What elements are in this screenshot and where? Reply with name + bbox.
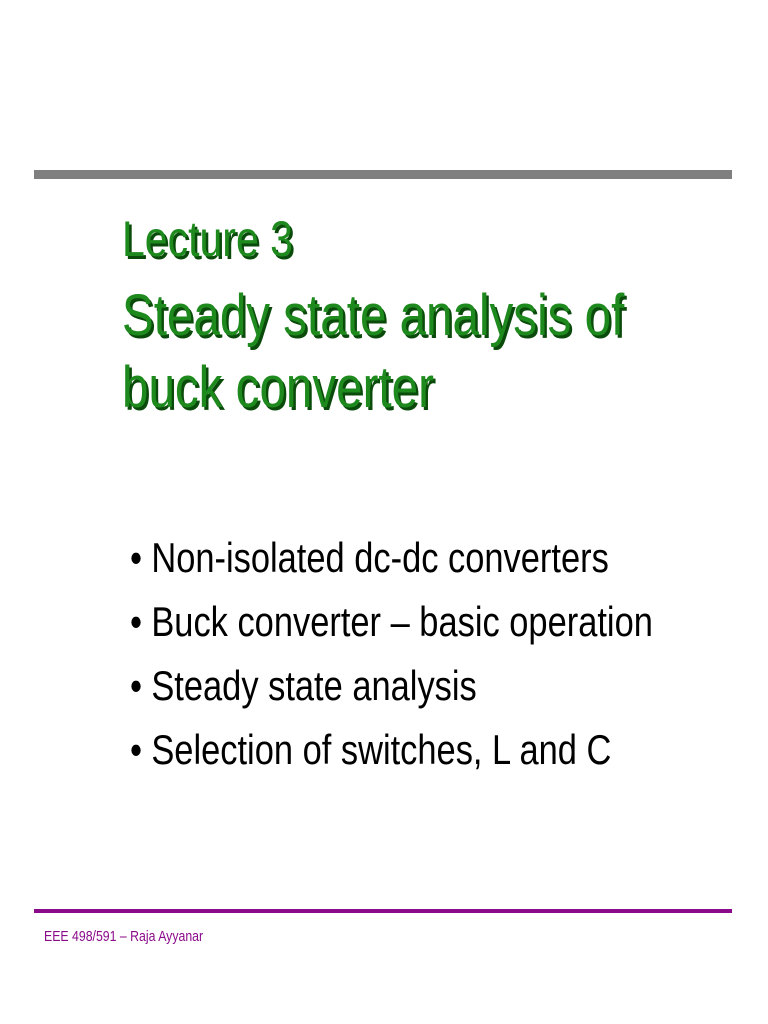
bullet-text: Buck converter – basic operation <box>151 598 653 645</box>
bullet-dot: • <box>130 598 143 645</box>
bullet-dot: • <box>130 534 143 581</box>
bullet-list <box>130 526 653 782</box>
bullet-item <box>130 654 653 718</box>
bullet-text: Steady state analysis <box>151 662 477 709</box>
footer: EEE 498/591 – Raja Ayyanar <box>44 928 204 945</box>
title-line-2: buck converter <box>122 355 434 420</box>
bullet-text: Selection of switches, L and C <box>151 726 612 773</box>
lecture-number: Lecture 3 <box>122 211 293 267</box>
bullet-item <box>130 526 653 590</box>
bullet-text: Non-isolated dc-dc converters <box>151 534 609 581</box>
top-divider <box>34 170 732 179</box>
bullet-item <box>130 590 653 654</box>
slide-title <box>122 211 625 424</box>
bullet-dot: • <box>130 726 143 773</box>
bullet-item <box>130 718 653 782</box>
title-line-1: Steady state analysis of <box>122 283 625 348</box>
bottom-divider <box>34 909 732 913</box>
bullet-dot: • <box>130 662 143 709</box>
